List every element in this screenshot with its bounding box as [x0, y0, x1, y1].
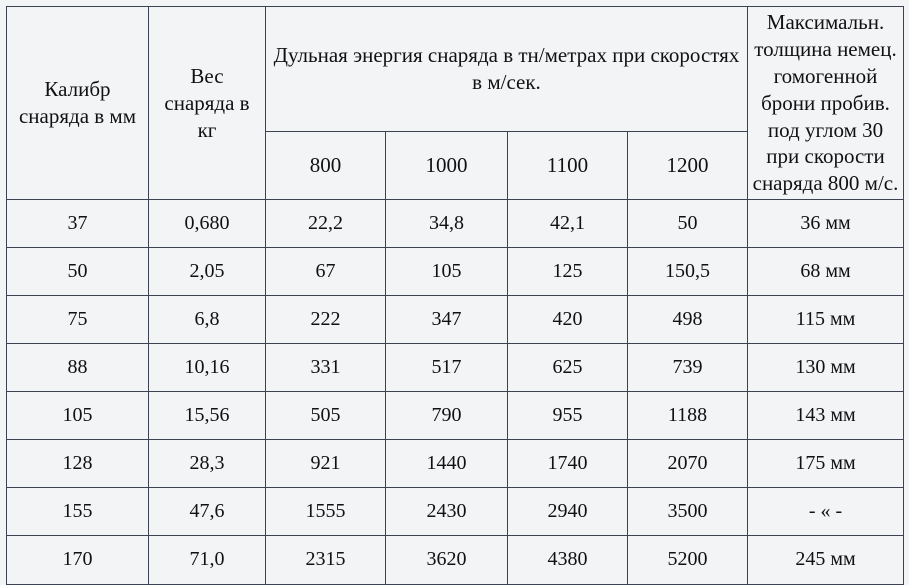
cell-energy-1000: 105: [386, 248, 508, 296]
table-row: [7, 440, 904, 488]
cell-armor: 130 мм: [748, 344, 904, 392]
ballistics-table: [6, 6, 904, 585]
cell-armor: - « -: [748, 488, 904, 536]
cell-caliber: 75: [7, 296, 149, 344]
cell-caliber: 37: [7, 200, 149, 248]
table-body: [7, 200, 904, 584]
cell-caliber: 170: [7, 536, 149, 584]
header-row-1: [7, 7, 904, 132]
cell-energy-1000: 790: [386, 392, 508, 440]
cell-energy-1200: 2070: [628, 440, 748, 488]
cell-energy-1100: 955: [508, 392, 628, 440]
cell-weight: 15,56: [149, 392, 266, 440]
cell-energy-800: 22,2: [266, 200, 386, 248]
cell-energy-800: 2315: [266, 536, 386, 584]
table-row: [7, 392, 904, 440]
cell-energy-1100: 125: [508, 248, 628, 296]
cell-weight: 47,6: [149, 488, 266, 536]
cell-caliber: 88: [7, 344, 149, 392]
cell-armor: 68 мм: [748, 248, 904, 296]
cell-caliber: 128: [7, 440, 149, 488]
cell-energy-1100: 42,1: [508, 200, 628, 248]
header-speed-1100: 1100: [508, 132, 628, 200]
cell-energy-1100: 420: [508, 296, 628, 344]
cell-energy-1100: 625: [508, 344, 628, 392]
cell-energy-800: 331: [266, 344, 386, 392]
cell-weight: 6,8: [149, 296, 266, 344]
header-speed-1200: 1200: [628, 132, 748, 200]
cell-armor: 143 мм: [748, 392, 904, 440]
table-row: [7, 200, 904, 248]
cell-energy-800: 67: [266, 248, 386, 296]
cell-weight: 2,05: [149, 248, 266, 296]
cell-caliber: 50: [7, 248, 149, 296]
cell-weight: 71,0: [149, 536, 266, 584]
table-row: [7, 536, 904, 584]
header-weight: Вес снаряда в кг: [149, 7, 266, 200]
header-caliber: Калибр снаряда в мм: [7, 7, 149, 200]
cell-energy-1200: 50: [628, 200, 748, 248]
cell-energy-1000: 347: [386, 296, 508, 344]
cell-caliber: 155: [7, 488, 149, 536]
cell-energy-1000: 517: [386, 344, 508, 392]
table-row: [7, 296, 904, 344]
table-row: [7, 488, 904, 536]
table-row: [7, 344, 904, 392]
cell-energy-1100: 1740: [508, 440, 628, 488]
cell-energy-1200: 5200: [628, 536, 748, 584]
cell-energy-1000: 2430: [386, 488, 508, 536]
cell-energy-1200: 3500: [628, 488, 748, 536]
cell-armor: 115 мм: [748, 296, 904, 344]
header-energy-group: Дульная энергия снаряда в тн/метрах при скоростях в м/сек.: [266, 7, 748, 132]
cell-weight: 0,680: [149, 200, 266, 248]
cell-weight: 28,3: [149, 440, 266, 488]
cell-energy-1000: 3620: [386, 536, 508, 584]
cell-energy-800: 1555: [266, 488, 386, 536]
cell-weight: 10,16: [149, 344, 266, 392]
header-armor-penetration: Максимальн. толщина немец. гомогенной брони пробив. под углом 30 при скорости снаряда 800 м/с.: [748, 7, 904, 200]
cell-energy-1100: 4380: [508, 536, 628, 584]
cell-energy-1200: 498: [628, 296, 748, 344]
cell-armor: 36 мм: [748, 200, 904, 248]
cell-energy-1100: 2940: [508, 488, 628, 536]
header-speed-800: 800: [266, 132, 386, 200]
table-row: [7, 248, 904, 296]
table-header: [7, 7, 904, 200]
cell-energy-800: 921: [266, 440, 386, 488]
cell-energy-1000: 1440: [386, 440, 508, 488]
header-speed-1000: 1000: [386, 132, 508, 200]
cell-armor: 245 мм: [748, 536, 904, 584]
cell-energy-1000: 34,8: [386, 200, 508, 248]
cell-energy-800: 505: [266, 392, 386, 440]
cell-armor: 175 мм: [748, 440, 904, 488]
cell-energy-1200: 739: [628, 344, 748, 392]
cell-caliber: 105: [7, 392, 149, 440]
cell-energy-800: 222: [266, 296, 386, 344]
cell-energy-1200: 1188: [628, 392, 748, 440]
cell-energy-1200: 150,5: [628, 248, 748, 296]
